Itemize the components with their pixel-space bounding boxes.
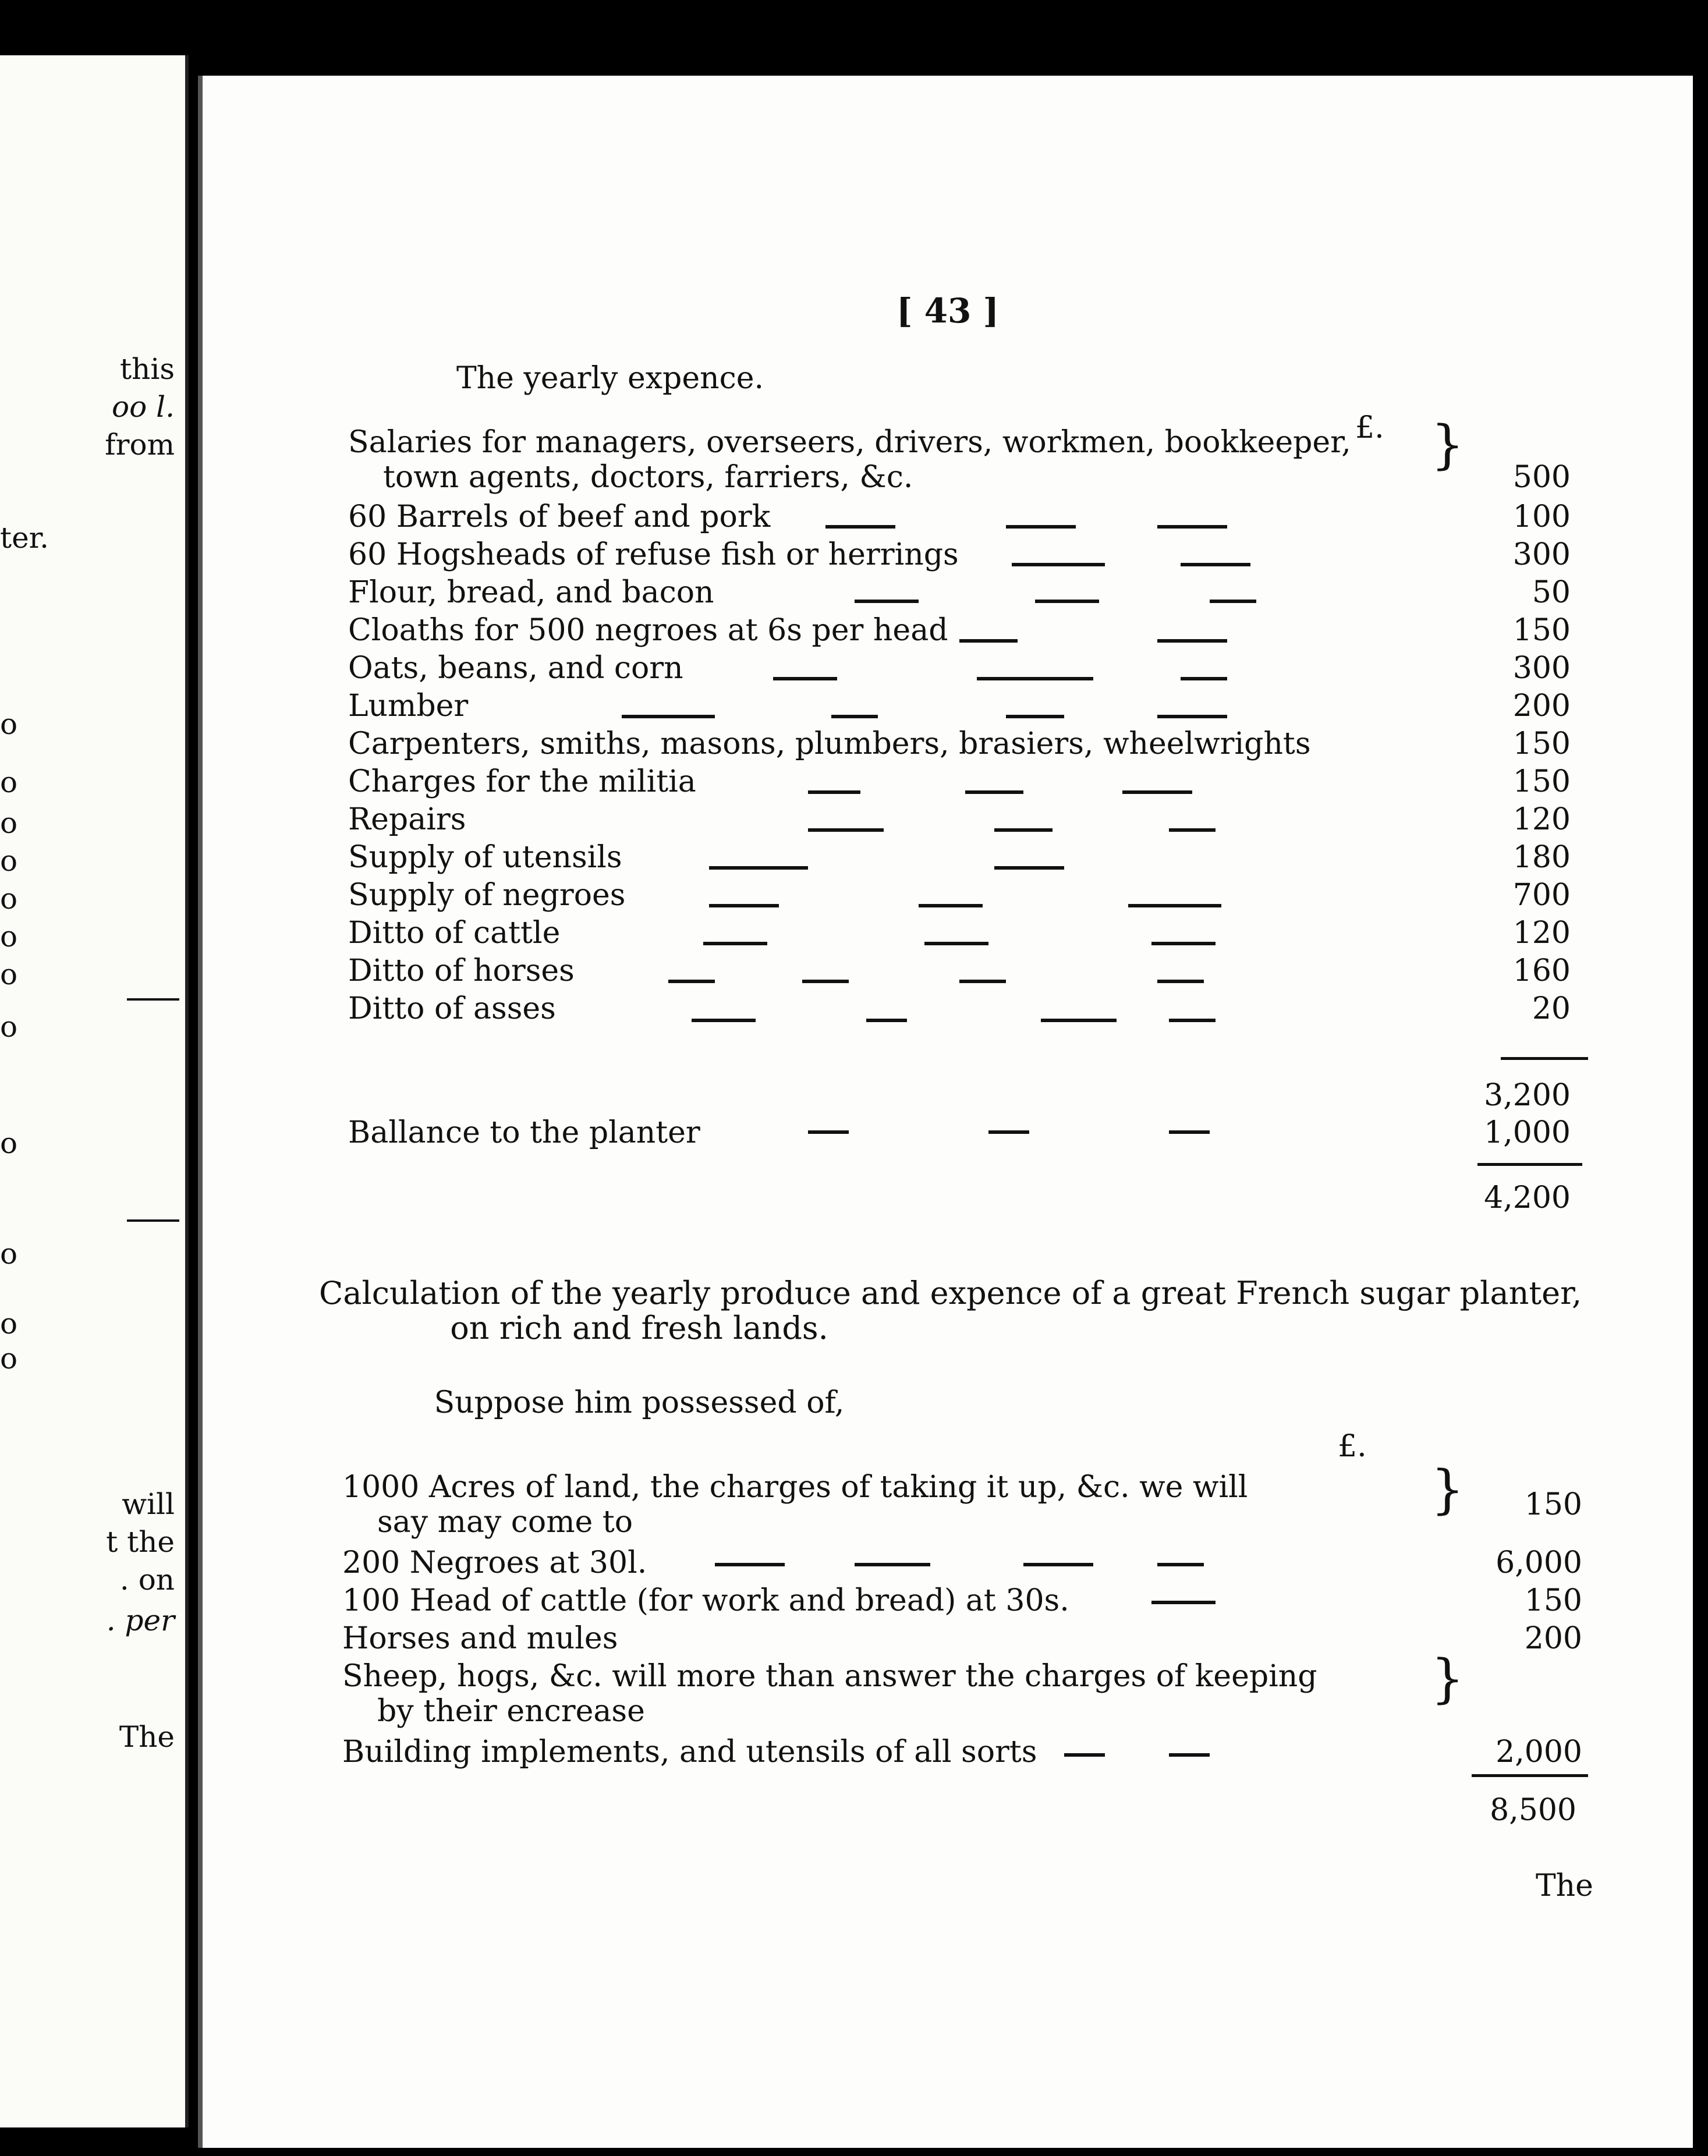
asset-row <box>342 1583 1582 1619</box>
leader-dash <box>825 525 895 529</box>
leader-dash <box>924 942 988 945</box>
expense-amount: 150 <box>1512 726 1571 761</box>
left-number: o <box>0 920 18 953</box>
expense-row <box>348 575 1571 611</box>
expense-amount: 20 <box>1532 991 1571 1026</box>
currency-header: £. <box>1355 410 1384 445</box>
leader-dash <box>1210 600 1256 603</box>
leader-dash <box>692 1019 756 1022</box>
leader-dash <box>1157 715 1227 718</box>
expense-item: 60 Hogsheads of refuse fish or herrings <box>348 537 959 572</box>
leader-dash <box>988 1130 1029 1134</box>
leader-dash <box>709 866 808 870</box>
expense-item: Cloaths for 500 negroes at 6s per head <box>348 613 948 648</box>
expense-item: Salaries for managers, overseers, drivers, workmen, bookkeeper, <box>348 425 1351 460</box>
asset-item-continued: by their encrease <box>377 1694 645 1729</box>
asset-row <box>342 1545 1582 1581</box>
expense-row <box>348 414 1571 495</box>
left-number: o <box>0 844 18 878</box>
leader-dash <box>1157 525 1227 529</box>
leader-dash <box>773 677 837 680</box>
leader-dash <box>1157 980 1204 983</box>
leader-dash <box>959 639 1018 643</box>
section2-title-line1: Calculation of the yearly produce and expence of a great French sugar planter, <box>319 1275 1582 1311</box>
catchword: The <box>1536 1868 1593 1903</box>
left-number: o <box>0 1010 18 1044</box>
sum-rule <box>1472 1774 1588 1777</box>
expense-amount: 160 <box>1512 953 1571 988</box>
asset-item: 1000 Acres of land, the charges of taking it up, &c. we will <box>342 1470 1248 1505</box>
left-number: o <box>0 1237 18 1271</box>
expense-item: Repairs <box>348 802 466 837</box>
leader-dash <box>1023 1563 1093 1566</box>
left-fragment: from <box>105 428 175 462</box>
left-number: o <box>0 806 18 840</box>
leader-dash <box>1151 1601 1216 1604</box>
page-number: [ 43 ] <box>896 291 999 331</box>
brace-glyph: } <box>1431 1459 1465 1520</box>
leader-dash <box>1012 563 1105 566</box>
leader-dash <box>808 828 884 832</box>
section2-title-line2: on rich and fresh lands. <box>450 1310 828 1346</box>
asset-item: 100 Head of cattle (for work and bread) at 30s. <box>342 1583 1069 1618</box>
asset-amount: 2,000 <box>1496 1735 1582 1770</box>
asset-item: Horses and mules <box>342 1621 618 1656</box>
leader-dash <box>1128 904 1221 907</box>
expense-amount: 500 <box>1512 460 1571 495</box>
expense-item: Supply of negroes <box>348 878 626 913</box>
leader-dash <box>715 1563 785 1566</box>
ballance-label: Ballance to the planter <box>348 1115 700 1150</box>
leader-dash <box>965 790 1023 794</box>
leader-dash <box>1151 942 1216 945</box>
expense-amount: 100 <box>1512 499 1571 534</box>
total-amount: 4,200 <box>1484 1180 1571 1215</box>
expense-amount: 150 <box>1512 613 1571 648</box>
left-number: o <box>0 1342 18 1375</box>
expense-item: Ditto of cattle <box>348 916 561 951</box>
expense-item: Ditto of horses <box>348 953 575 988</box>
brace-glyph: } <box>1431 1648 1465 1710</box>
leader-dash <box>866 1019 907 1022</box>
leader-dash <box>1006 715 1064 718</box>
leader-dash <box>1169 1019 1216 1022</box>
leader-dash <box>1064 1753 1105 1757</box>
expense-item: Supply of utensils <box>348 840 622 875</box>
ballance-amount: 1,000 <box>1484 1115 1571 1150</box>
leader-dash <box>1035 600 1099 603</box>
left-number: o <box>0 765 18 799</box>
asset-amount: 150 <box>1524 1487 1582 1522</box>
leader-dash <box>703 942 767 945</box>
asset-row <box>342 1648 1582 1729</box>
expense-item: Carpenters, smiths, masons, plumbers, brasiers, wheelwrights <box>348 726 1311 761</box>
left-rule <box>127 1219 179 1222</box>
leader-dash <box>1169 1753 1210 1757</box>
expense-row <box>348 726 1571 763</box>
expense-item: Charges for the militia <box>348 764 696 799</box>
asset-item: Building implements, and utensils of all sorts <box>342 1735 1037 1770</box>
left-fragment: . on <box>119 1563 175 1597</box>
left-fragment: this <box>120 352 175 386</box>
expense-item: Lumber <box>348 689 469 724</box>
expense-row <box>348 537 1571 573</box>
sum-rule <box>1501 1057 1588 1060</box>
left-number: o <box>0 1307 18 1341</box>
expense-item-continued: town agents, doctors, farriers, &c. <box>383 460 913 495</box>
leader-dash <box>1041 1019 1117 1022</box>
left-number: o <box>0 707 18 741</box>
expense-amount: 700 <box>1512 878 1571 913</box>
leader-dash <box>855 600 919 603</box>
expense-row <box>348 764 1571 800</box>
leader-dash <box>919 904 983 907</box>
asset-amount: 200 <box>1524 1621 1582 1656</box>
expense-row <box>348 878 1571 914</box>
leader-dash <box>1157 1563 1204 1566</box>
left-number: o <box>0 958 18 991</box>
section2-subtitle: Suppose him possessed of, <box>434 1385 845 1420</box>
leader-dash <box>831 715 878 718</box>
leader-dash <box>1006 525 1076 529</box>
expense-amount: 180 <box>1512 840 1571 875</box>
asset-item: 200 Negroes at 30l. <box>342 1545 647 1580</box>
asset-row <box>342 1621 1582 1657</box>
main-page <box>198 76 1693 2148</box>
left-fragment: ter. <box>0 521 49 555</box>
leader-dash <box>668 980 715 983</box>
expense-amount: 120 <box>1512 916 1571 951</box>
left-fragment: The <box>119 1720 175 1754</box>
expense-amount: 50 <box>1532 575 1571 610</box>
leader-dash <box>994 828 1053 832</box>
leader-dash <box>1181 563 1250 566</box>
leader-dash <box>959 980 1006 983</box>
expense-row <box>348 991 1571 1027</box>
left-fragment: . per <box>106 1604 175 1637</box>
subtotal-amount: 3,200 <box>1484 1078 1571 1113</box>
expense-row <box>348 613 1571 649</box>
leader-dash <box>709 904 779 907</box>
expense-amount: 120 <box>1512 802 1571 837</box>
expense-amount: 300 <box>1512 537 1571 572</box>
asset-row <box>342 1735 1582 1771</box>
expense-item: 60 Barrels of beef and pork <box>348 499 771 534</box>
left-rule <box>127 998 179 1001</box>
leader-dash <box>622 715 715 718</box>
asset-amount: 6,000 <box>1496 1545 1582 1580</box>
expense-row <box>348 953 1571 990</box>
left-number: o <box>0 1126 18 1160</box>
leader-dash <box>1169 828 1216 832</box>
asset-item: Sheep, hogs, &c. will more than answer the charges of keeping <box>342 1659 1317 1694</box>
expense-row <box>348 916 1571 952</box>
expense-amount: 200 <box>1512 689 1571 724</box>
expense-item: Oats, beans, and corn <box>348 651 683 686</box>
section1-title: The yearly expence. <box>456 361 764 396</box>
currency-header: £. <box>1338 1429 1367 1464</box>
expense-row <box>348 651 1571 687</box>
leader-dash <box>808 790 860 794</box>
left-page-fragment <box>0 55 189 2127</box>
leader-dash <box>994 866 1064 870</box>
asset-amount: 150 <box>1524 1583 1582 1618</box>
asset-item-continued: say may come to <box>377 1505 633 1540</box>
sum-rule <box>1477 1163 1582 1166</box>
leader-dash <box>1181 677 1227 680</box>
left-fragment: t the <box>106 1525 175 1559</box>
total-amount: 8,500 <box>1490 1793 1576 1828</box>
leader-dash <box>855 1563 930 1566</box>
expense-item: Ditto of asses <box>348 991 556 1026</box>
expense-item: Flour, bread, and bacon <box>348 575 714 610</box>
expense-amount: 150 <box>1512 764 1571 799</box>
brace-glyph: } <box>1431 414 1465 476</box>
leader-dash <box>1122 790 1192 794</box>
left-number: o <box>0 882 18 916</box>
expense-row <box>348 840 1571 876</box>
expense-amount: 300 <box>1512 651 1571 686</box>
left-fragment: oo l. <box>112 390 175 424</box>
leader-dash <box>808 1130 849 1134</box>
expense-row <box>348 689 1571 725</box>
ballance-row <box>348 1115 1571 1151</box>
expense-row <box>348 802 1571 838</box>
leader-dash <box>977 677 1093 680</box>
leader-dash <box>1157 639 1227 643</box>
asset-row <box>342 1459 1582 1540</box>
leader-dash <box>802 980 849 983</box>
expense-row <box>348 499 1571 536</box>
leader-dash <box>1169 1130 1210 1134</box>
left-fragment: will <box>122 1487 175 1521</box>
